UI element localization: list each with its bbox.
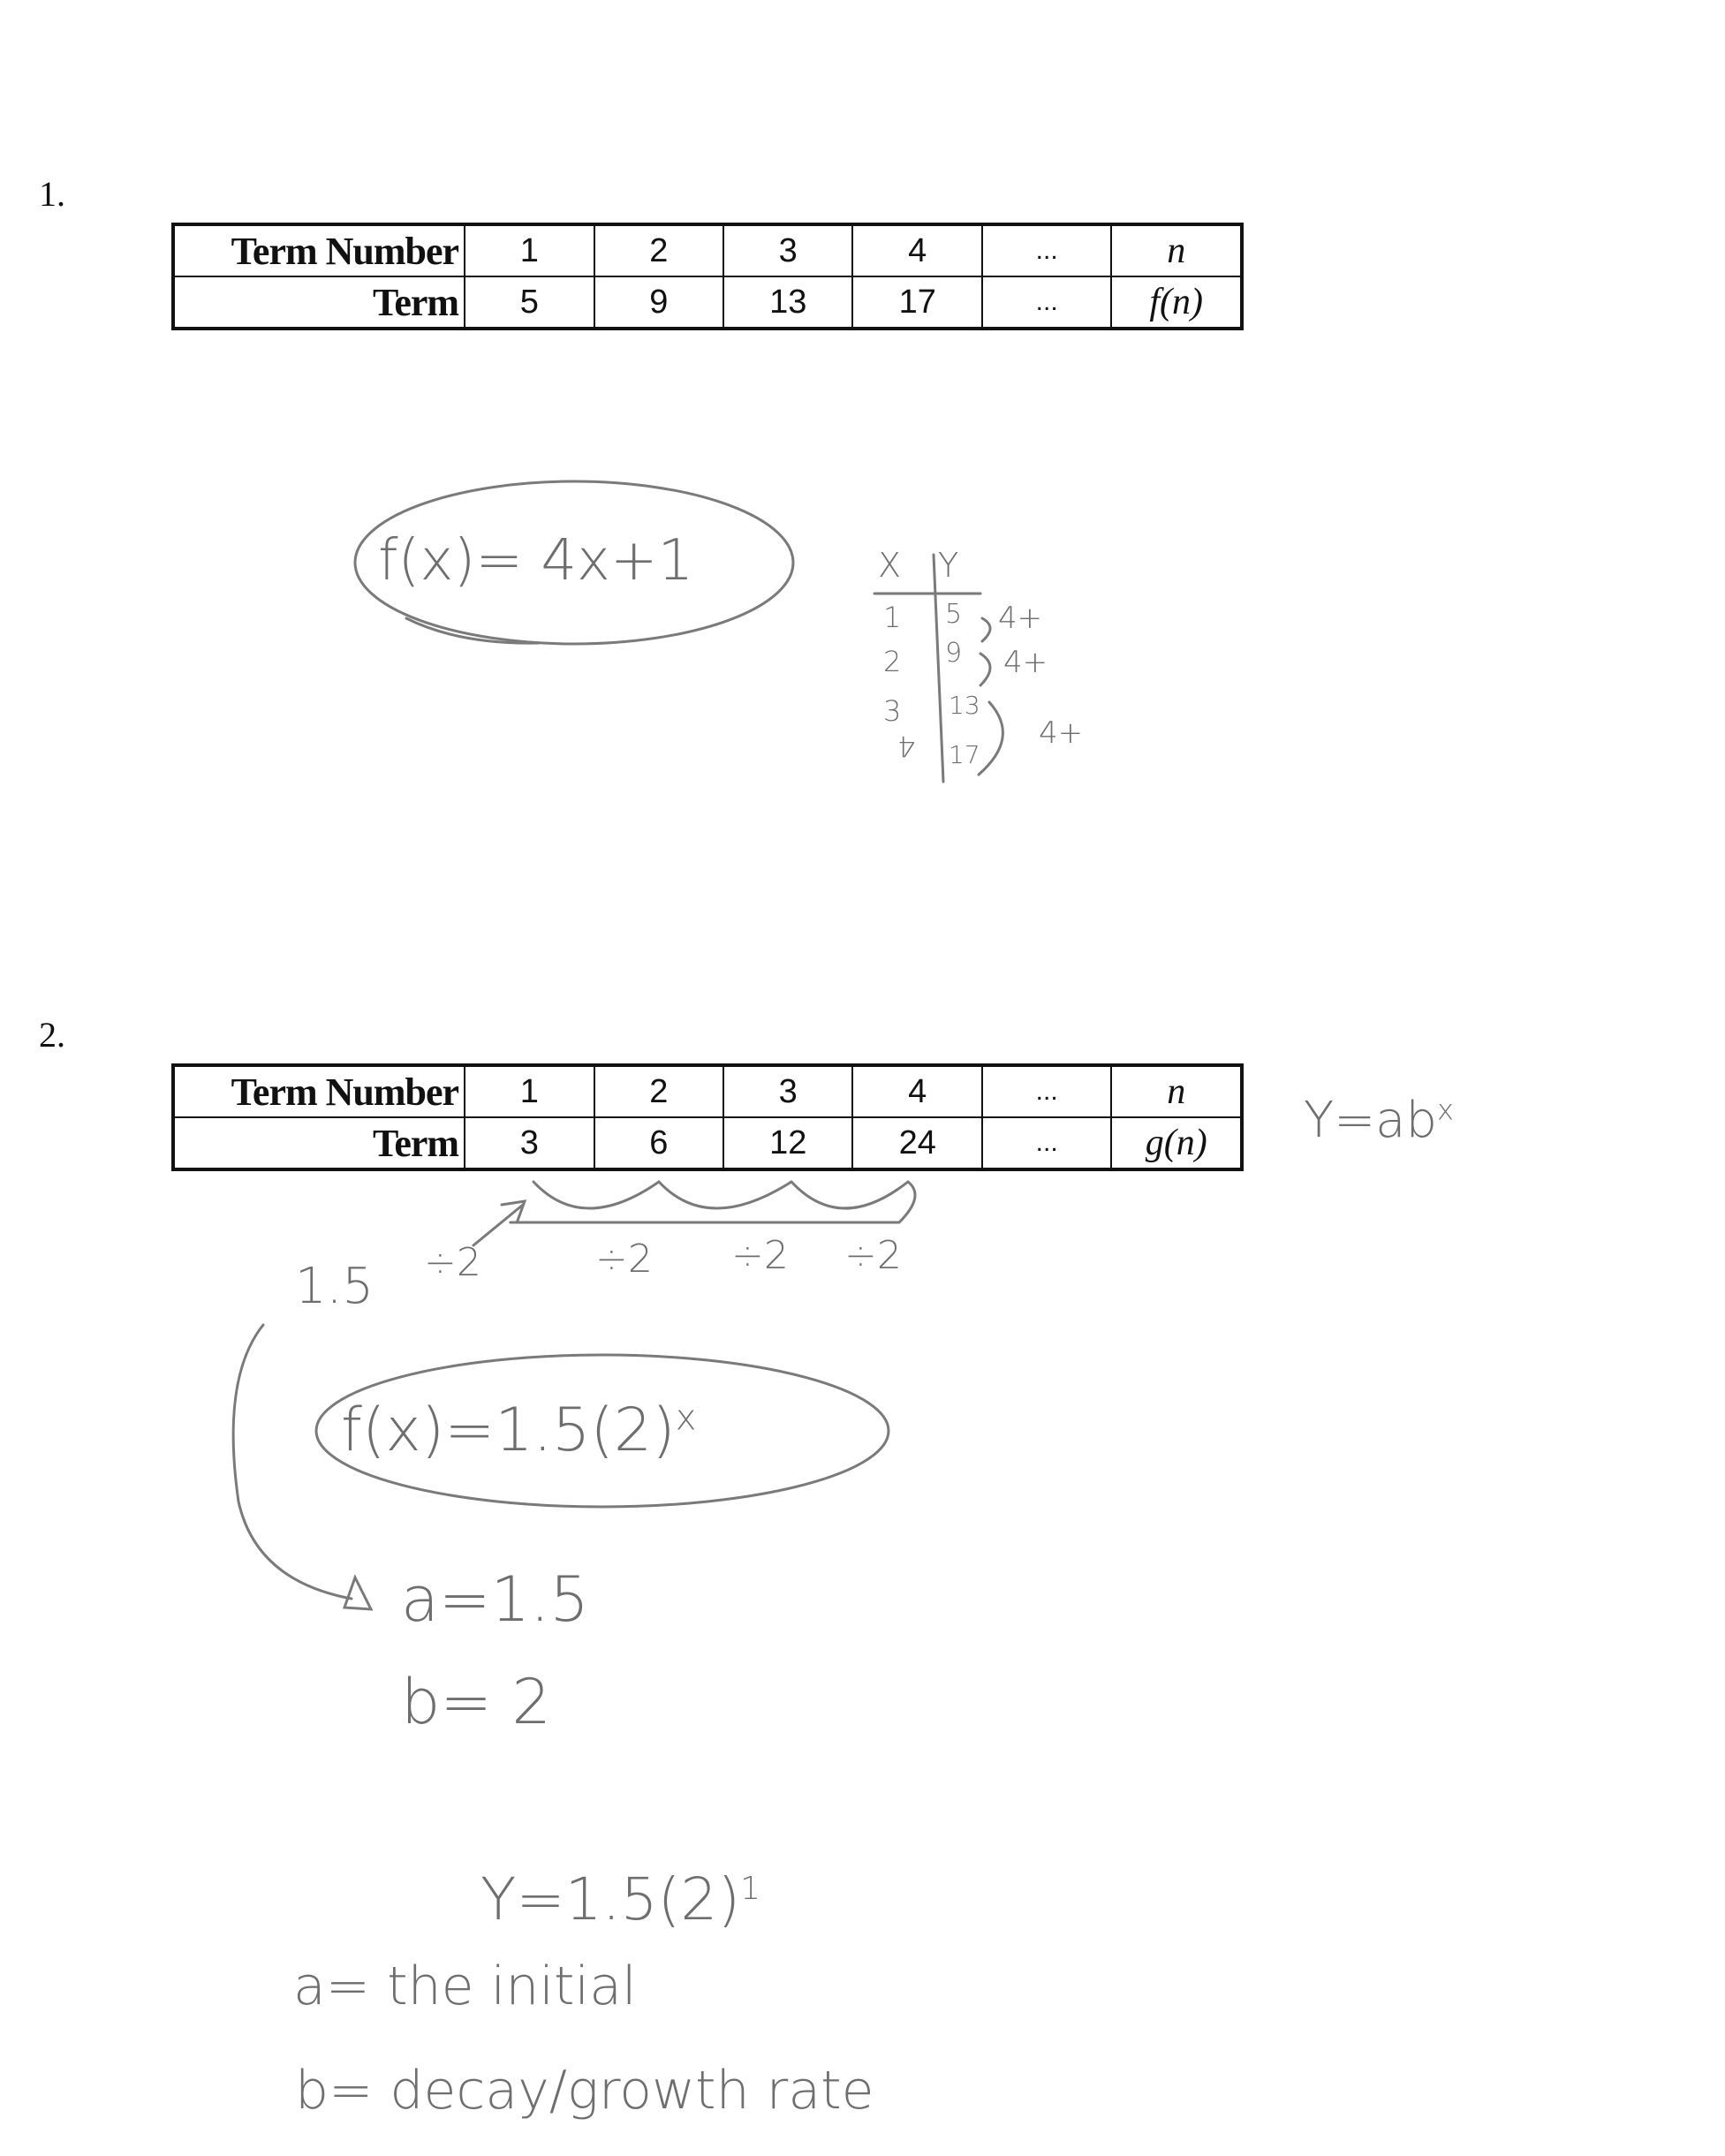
a-value: a=1.5	[401, 1563, 589, 1636]
xy-table-y-value: 17	[949, 740, 980, 769]
note-a: a= the initial	[293, 1956, 637, 2017]
table-cell: 9	[594, 276, 723, 329]
difference-label: 4+	[998, 601, 1043, 636]
problem-1-number: 1.	[39, 174, 65, 214]
start-value: 1.5	[295, 1258, 375, 1315]
table-cell: 4	[852, 1065, 981, 1117]
xy-table-x-value: 1	[883, 601, 902, 634]
answer-2-base: f(x)=1.5(2)	[341, 1396, 676, 1465]
table-cell: 2	[594, 1065, 723, 1117]
table-cell: 3	[465, 1117, 594, 1169]
arrow-curve	[233, 1325, 352, 1599]
table-cell: ...	[982, 1065, 1111, 1117]
table-cell: 2	[594, 224, 723, 276]
xy-table-x-value: 4	[897, 730, 916, 763]
table-cell: 1	[465, 224, 594, 276]
answer-2-exponent: x	[675, 1397, 697, 1439]
problem-2-table	[171, 1063, 1244, 1171]
term-number-row	[173, 1065, 1242, 1117]
table-cell: ...	[982, 224, 1111, 276]
division-label: ÷2	[424, 1240, 481, 1285]
difference-label: 4+	[1039, 715, 1084, 751]
b-value: b= 2	[401, 1666, 551, 1738]
table-cell: 6	[594, 1117, 723, 1169]
problem-2-number: 2.	[39, 1015, 65, 1055]
table-cell: 5	[465, 276, 594, 329]
table-cell: 12	[723, 1117, 852, 1169]
xy-table-x-header: X	[878, 546, 902, 585]
general-form	[1304, 1092, 1454, 1149]
difference-bracket	[982, 618, 990, 641]
note-b: b= decay/growth rate	[295, 2060, 874, 2122]
scallop-bracket	[511, 1182, 915, 1222]
table-cell: ...	[982, 276, 1111, 329]
table-cell: 1	[465, 1065, 594, 1117]
check-equation-base: Y=1.5(2)	[480, 1865, 741, 1933]
table-cell: f(n)	[1111, 276, 1242, 329]
table-cell: n	[1111, 1065, 1242, 1117]
table-cell: 3	[723, 1065, 852, 1117]
check-equation	[480, 1865, 760, 1933]
difference-bracket	[980, 654, 990, 685]
division-label: ÷2	[595, 1237, 653, 1282]
general-form-exponent: x	[1437, 1093, 1454, 1127]
xy-table-y-value: 13	[949, 691, 980, 720]
table-cell: ...	[982, 1117, 1111, 1169]
table-cell: n	[1111, 224, 1242, 276]
arrow-head	[344, 1577, 371, 1609]
xy-table-y-value: 9	[945, 638, 963, 669]
table-cell: 17	[852, 276, 981, 329]
xy-table-vline	[934, 555, 943, 782]
difference-bracket	[979, 702, 1002, 775]
term-row	[173, 1117, 1242, 1169]
row-header: Term Number	[173, 224, 465, 276]
difference-label: 4+	[1003, 645, 1048, 680]
answer-1-text: f(x)= 4x+1	[378, 528, 694, 594]
xy-table-y-header: Y	[938, 546, 959, 585]
answer-2-text	[341, 1396, 696, 1465]
xy-table-y-value: 5	[945, 599, 963, 630]
table-cell: 3	[723, 224, 852, 276]
division-label: ÷2	[844, 1233, 902, 1278]
general-form-base: Y=ab	[1304, 1092, 1437, 1149]
division-label: ÷2	[731, 1233, 789, 1278]
check-equation-exponent: 1	[740, 1871, 760, 1907]
table-cell: g(n)	[1111, 1117, 1242, 1169]
table-cell: 24	[852, 1117, 981, 1169]
table-cell: 13	[723, 276, 852, 329]
row-header: Term Number	[173, 1065, 465, 1117]
table-cell: 4	[852, 224, 981, 276]
xy-table-x-value: 2	[883, 645, 902, 678]
row-header: Term	[173, 1117, 465, 1169]
row-header: Term	[173, 276, 465, 329]
xy-table-x-value: 3	[883, 694, 902, 728]
